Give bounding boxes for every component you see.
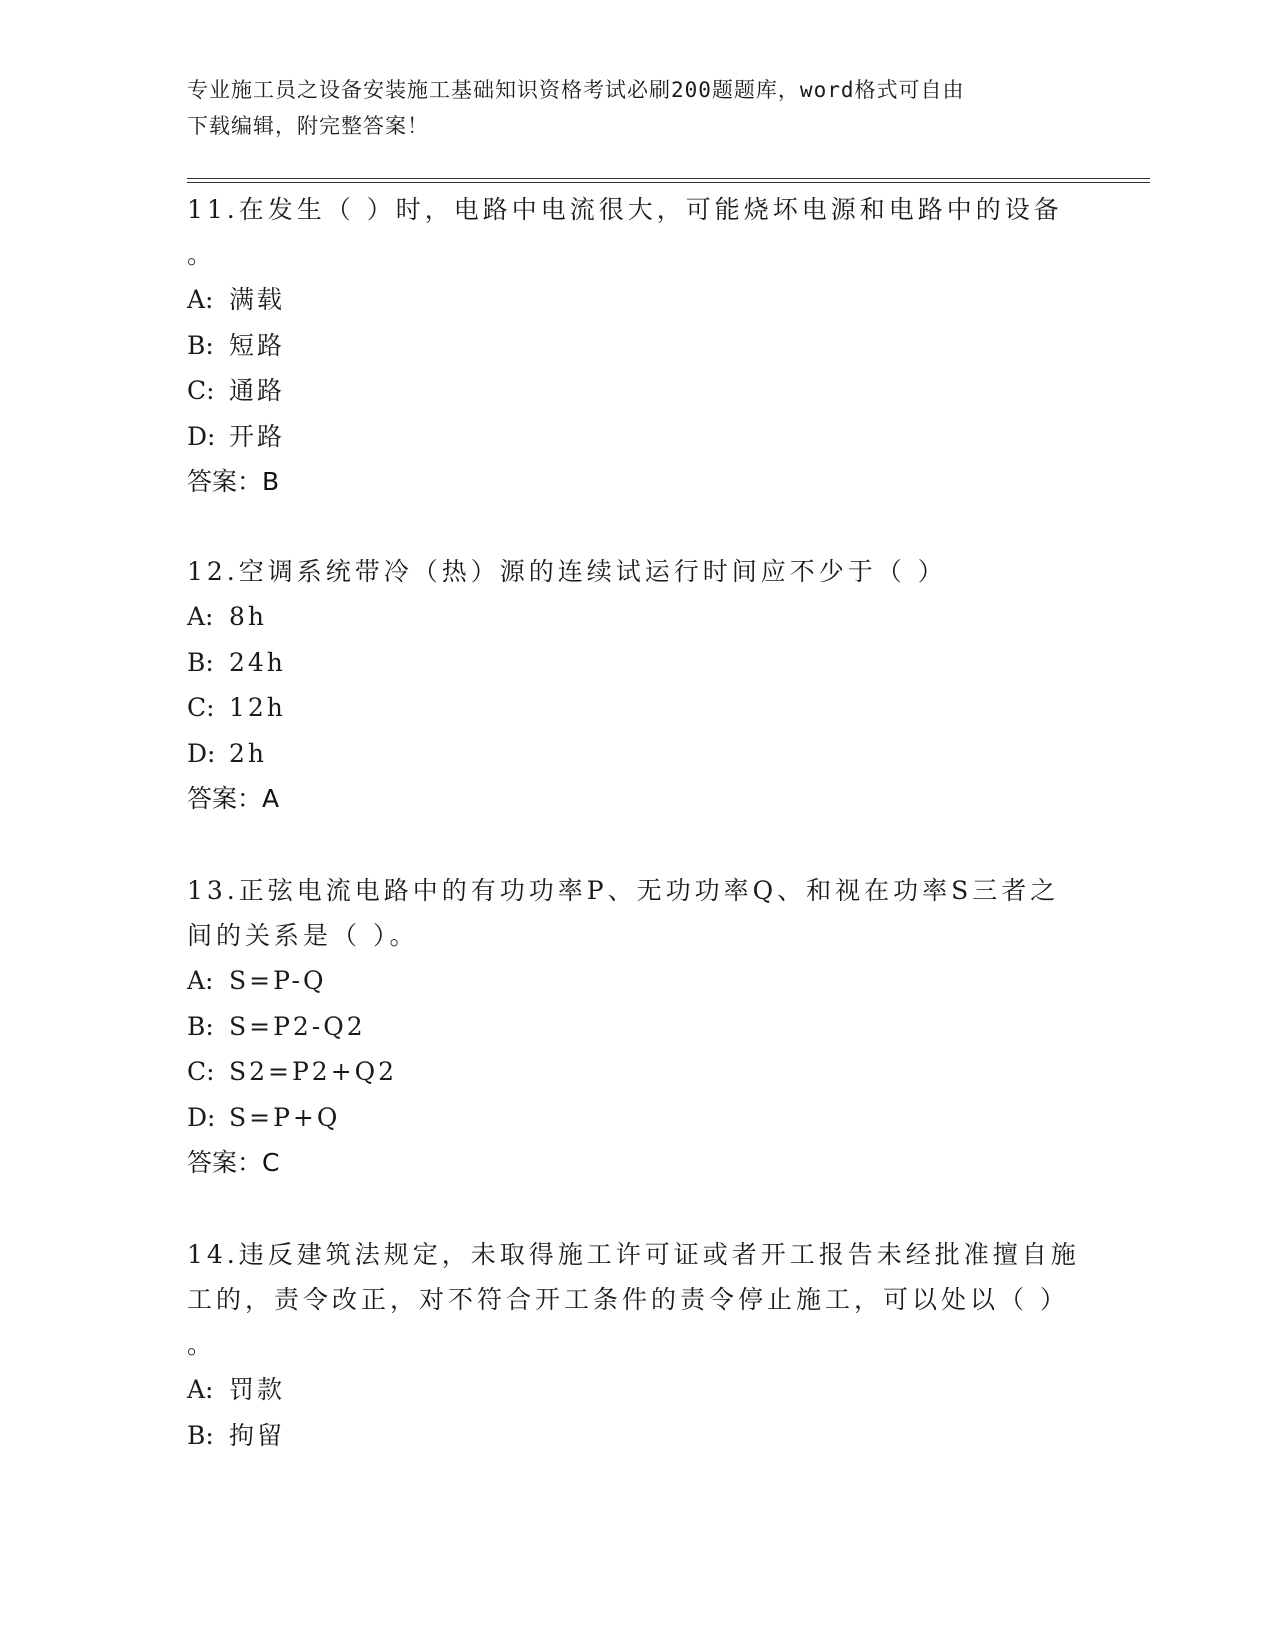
option-a — [187, 1367, 1087, 1413]
answer-line: 答案：A — [187, 784, 280, 813]
question-text: 11.在发生（ ）时，电路中电流很大，可能烧坏电源和电路中的设备 — [187, 195, 1063, 224]
answer-line: 答案：B — [187, 467, 280, 496]
option-text: 12h — [229, 693, 286, 722]
option-text: 8h — [229, 602, 268, 631]
option-label: A: — [187, 602, 214, 631]
question-text: 13.正弦电流电路中的有功功率P、无功功率Q、和视在功率S三者之 — [187, 876, 1060, 905]
option-c — [187, 1049, 1087, 1095]
question-text-continued: 工的，责令改正，对不符合开工条件的责令停止施工，可以处以（ ） — [187, 1285, 1069, 1314]
option-label: B: — [187, 1011, 214, 1041]
option-d — [187, 731, 1087, 777]
document-header — [187, 72, 1067, 144]
option-label: A: — [187, 1375, 214, 1404]
option-text: S2=P2+Q2 — [229, 1057, 398, 1086]
option-text: 罚款 — [229, 1375, 286, 1404]
option-label: D: — [187, 1102, 216, 1132]
option-label: B: — [187, 647, 214, 677]
option-text: 通路 — [229, 376, 286, 405]
option-b — [187, 1004, 1087, 1050]
option-c — [187, 368, 1087, 414]
option-c — [187, 685, 1087, 731]
option-label: C: — [187, 1057, 215, 1086]
question-12 — [187, 549, 1087, 821]
option-b — [187, 323, 1087, 369]
option-text: 2h — [229, 738, 268, 768]
option-text: 短路 — [229, 330, 286, 360]
header-divider-top — [187, 178, 1150, 179]
option-a — [187, 594, 1087, 640]
option-d — [187, 414, 1087, 460]
option-b — [187, 1413, 1087, 1459]
option-text: S=P-Q — [229, 966, 327, 995]
question-14 — [187, 1232, 1087, 1458]
option-a — [187, 277, 1087, 323]
option-text: 24h — [229, 647, 286, 677]
header-line-2: 下载编辑，附完整答案！ — [187, 114, 429, 138]
option-text: 开路 — [229, 421, 286, 451]
option-label: B: — [187, 330, 214, 360]
option-a — [187, 958, 1087, 1004]
option-label: A: — [187, 285, 214, 314]
option-text: S=P+Q — [229, 1102, 341, 1132]
option-label: C: — [187, 693, 215, 722]
question-text-tail: 。 — [187, 1330, 213, 1359]
option-label: C: — [187, 376, 215, 405]
option-label: D: — [187, 738, 216, 768]
option-d — [187, 1095, 1087, 1141]
question-13 — [187, 868, 1087, 1185]
option-text: 拘留 — [229, 1420, 286, 1450]
question-text: 12.空调系统带冷（热）源的连续试运行时间应不少于（ ） — [187, 557, 947, 586]
option-label: D: — [187, 421, 216, 451]
answer-line: 答案：C — [187, 1148, 280, 1177]
option-label: A: — [187, 966, 214, 995]
option-text: S=P2-Q2 — [229, 1011, 366, 1041]
option-text: 满载 — [229, 285, 286, 314]
header-divider-bottom — [187, 182, 1150, 183]
option-label: B: — [187, 1420, 214, 1450]
question-11 — [187, 187, 1087, 504]
question-text-tail: 。 — [187, 240, 213, 269]
question-text: 14.违反建筑法规定，未取得施工许可证或者开工报告未经批准擅自施 — [187, 1240, 1080, 1269]
option-b — [187, 640, 1087, 686]
header-line-1: 专业施工员之设备安装施工基础知识资格考试必刷200题题库，word格式可自由 — [187, 78, 965, 102]
question-text-continued: 间的关系是（ ）。 — [187, 921, 419, 950]
